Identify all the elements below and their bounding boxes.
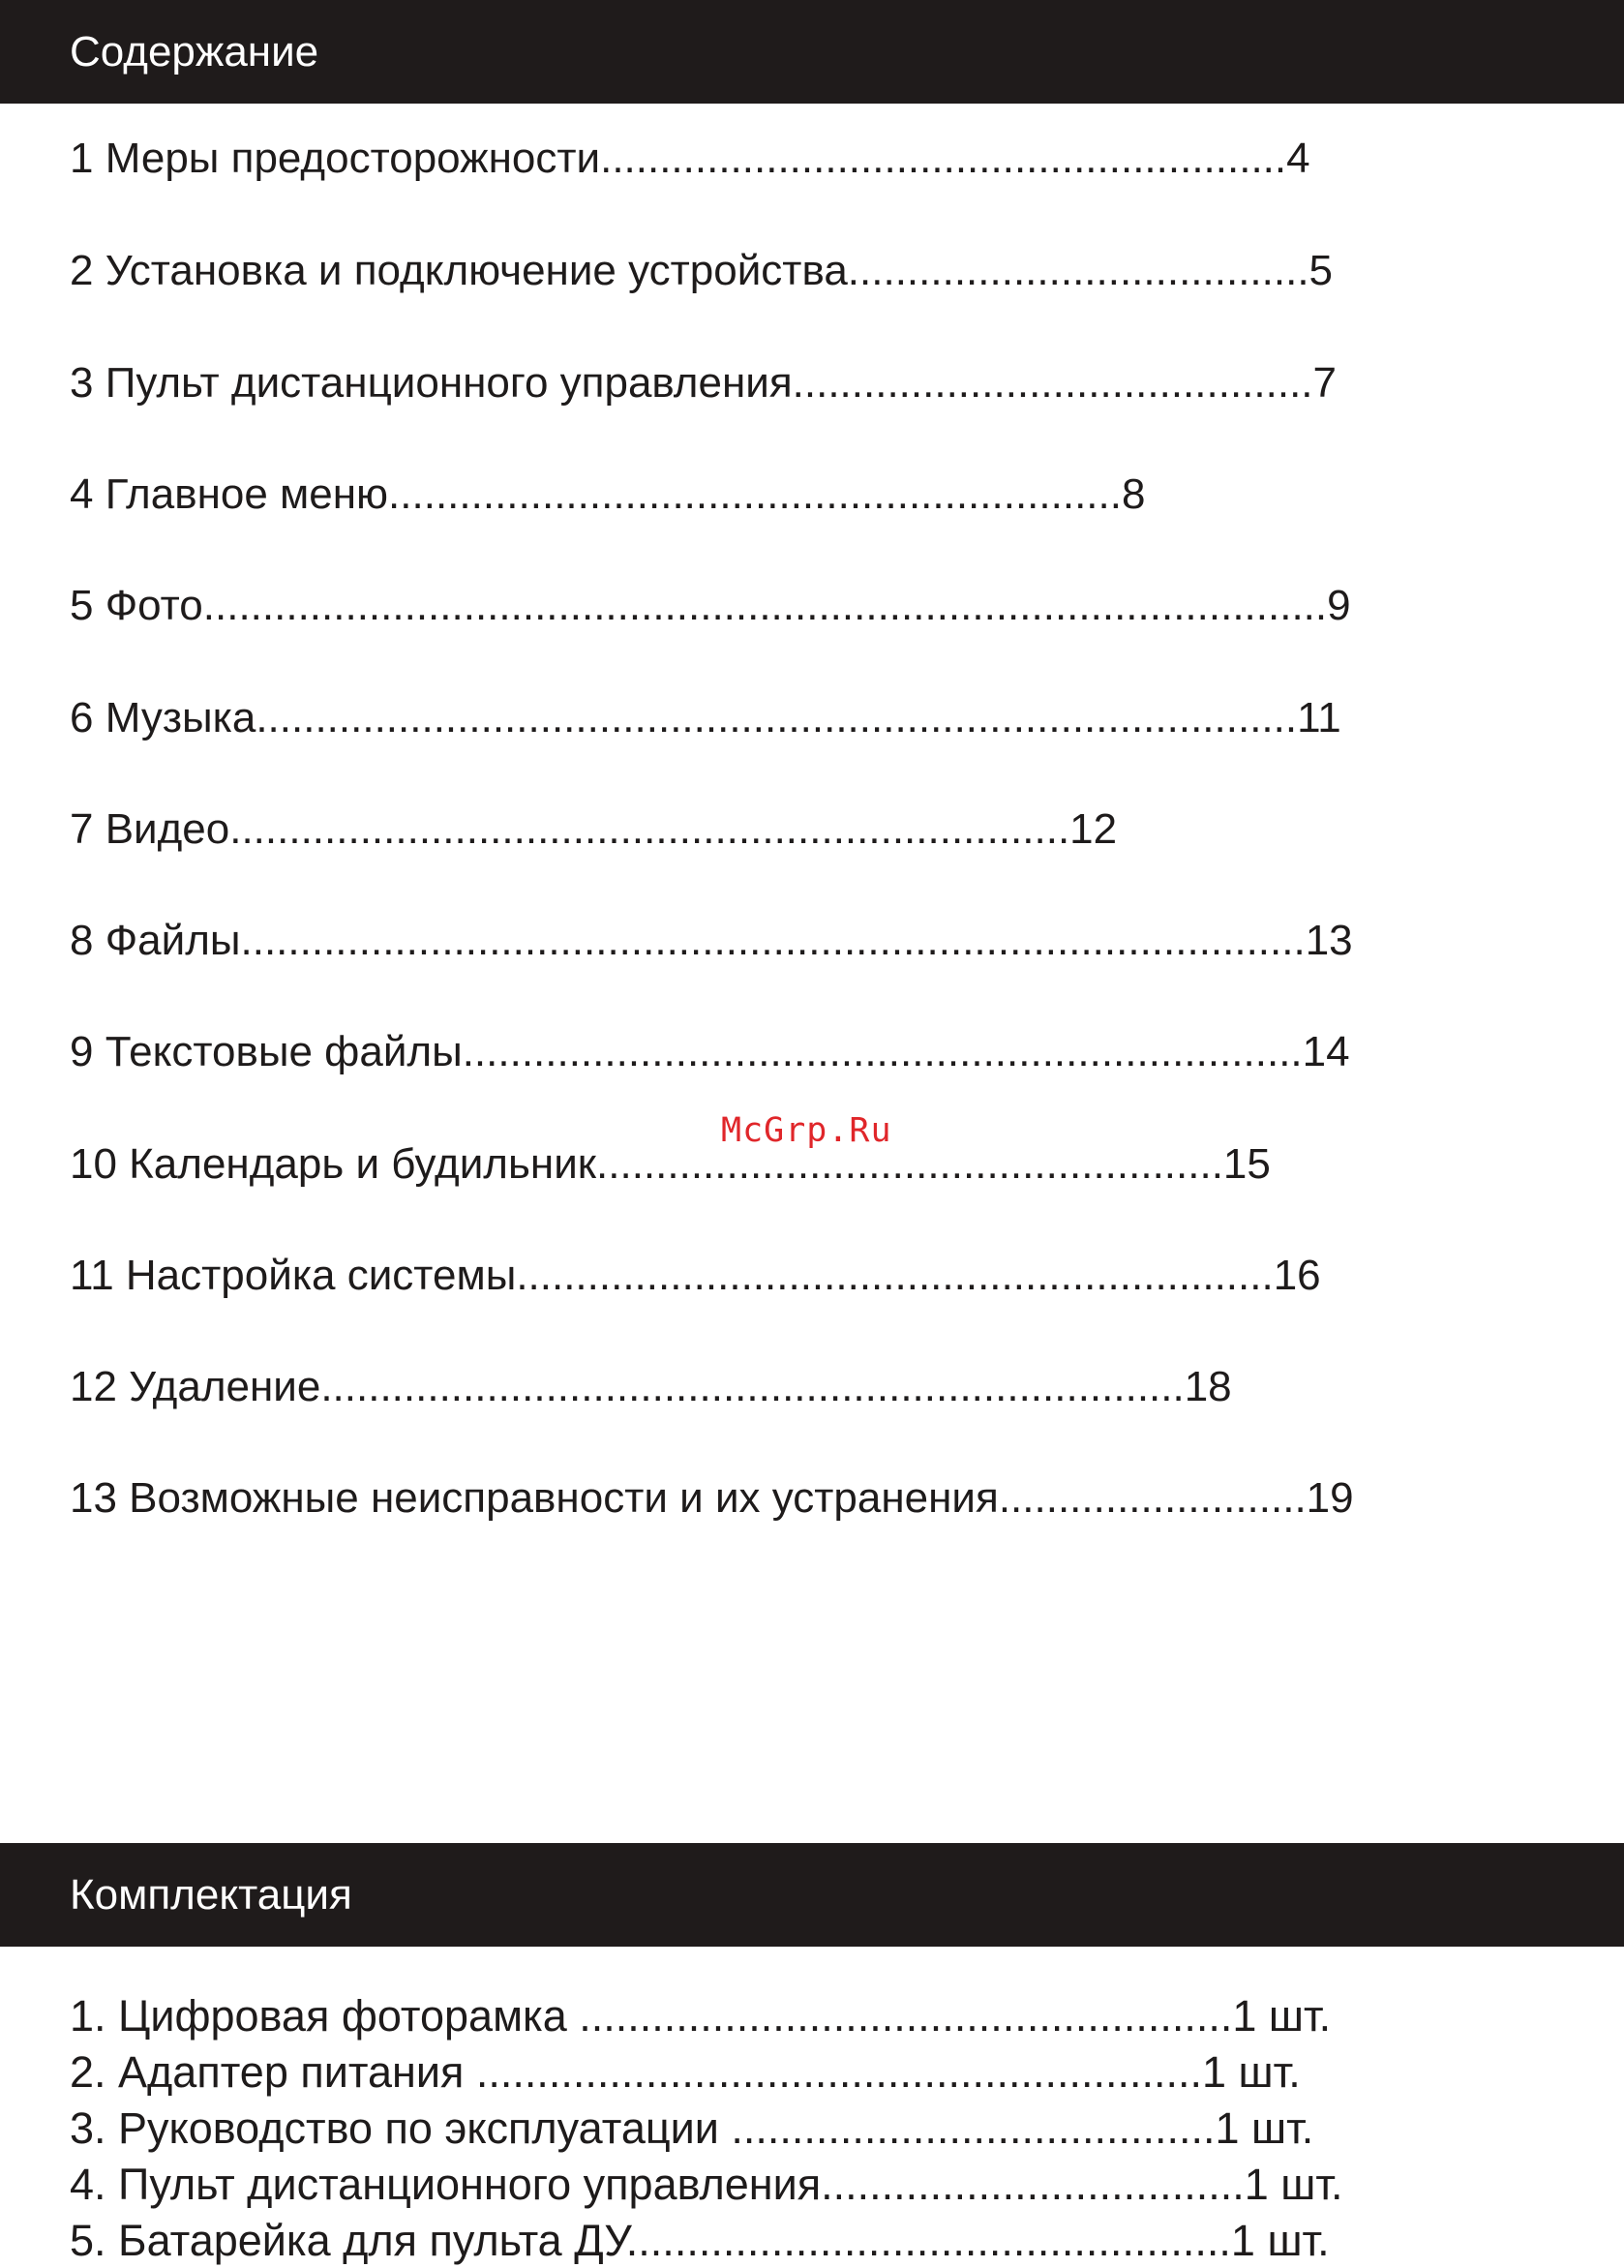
toc-item[interactable]: 3 Пульт дистанционного управления............................................7 xyxy=(70,359,1337,407)
contents-title: Содержание xyxy=(70,27,319,76)
kit-header xyxy=(0,1843,1624,1947)
kit-title: Комплектация xyxy=(70,1870,352,1919)
toc-item[interactable]: 1 Меры предосторожности..........................................................4 xyxy=(70,135,1310,182)
kit-item: 4. Пульт дистанционного управления...................................1 шт. xyxy=(70,2160,1343,2209)
toc-item[interactable]: 2 Установка и подключение устройства.......................................5 xyxy=(70,247,1334,294)
toc-item[interactable]: 11 Настройка системы................................................................16 xyxy=(70,1252,1321,1299)
toc-item[interactable]: 8 Файлы..........................................................................................13 xyxy=(70,917,1353,964)
watermark-text: McGrp.Ru xyxy=(721,1111,892,1150)
toc-item[interactable]: 5 Фото...............................................................................................9 xyxy=(70,582,1351,629)
contents-header xyxy=(0,0,1624,104)
kit-item: 1. Цифровая фоторамка ......................................................1 шт. xyxy=(70,1991,1332,2041)
toc-item[interactable]: 7 Видео.......................................................................12 xyxy=(70,805,1118,853)
kit-item: 3. Руководство по эксплуатации ........................................1 шт. xyxy=(70,2103,1314,2153)
kit-item: 5. Батарейка для пульта ДУ..................................................1 шт. xyxy=(70,2216,1330,2265)
kit-item: 2. Адаптер питания ............................................................1 шт. xyxy=(70,2047,1301,2097)
toc-item[interactable]: 13 Возможные неисправности и их устранения..........................19 xyxy=(70,1474,1354,1522)
toc-item[interactable]: 4 Главное меню..............................................................8 xyxy=(70,470,1146,518)
toc-item[interactable]: 10 Календарь и будильник.....................................................15 xyxy=(70,1140,1271,1188)
toc-item[interactable]: 12 Удаление.........................................................................18 xyxy=(70,1363,1232,1410)
toc-item[interactable]: 9 Текстовые файлы.......................................................................14 xyxy=(70,1028,1350,1075)
toc-item[interactable]: 6 Музыка........................................................................................11 xyxy=(70,694,1341,741)
